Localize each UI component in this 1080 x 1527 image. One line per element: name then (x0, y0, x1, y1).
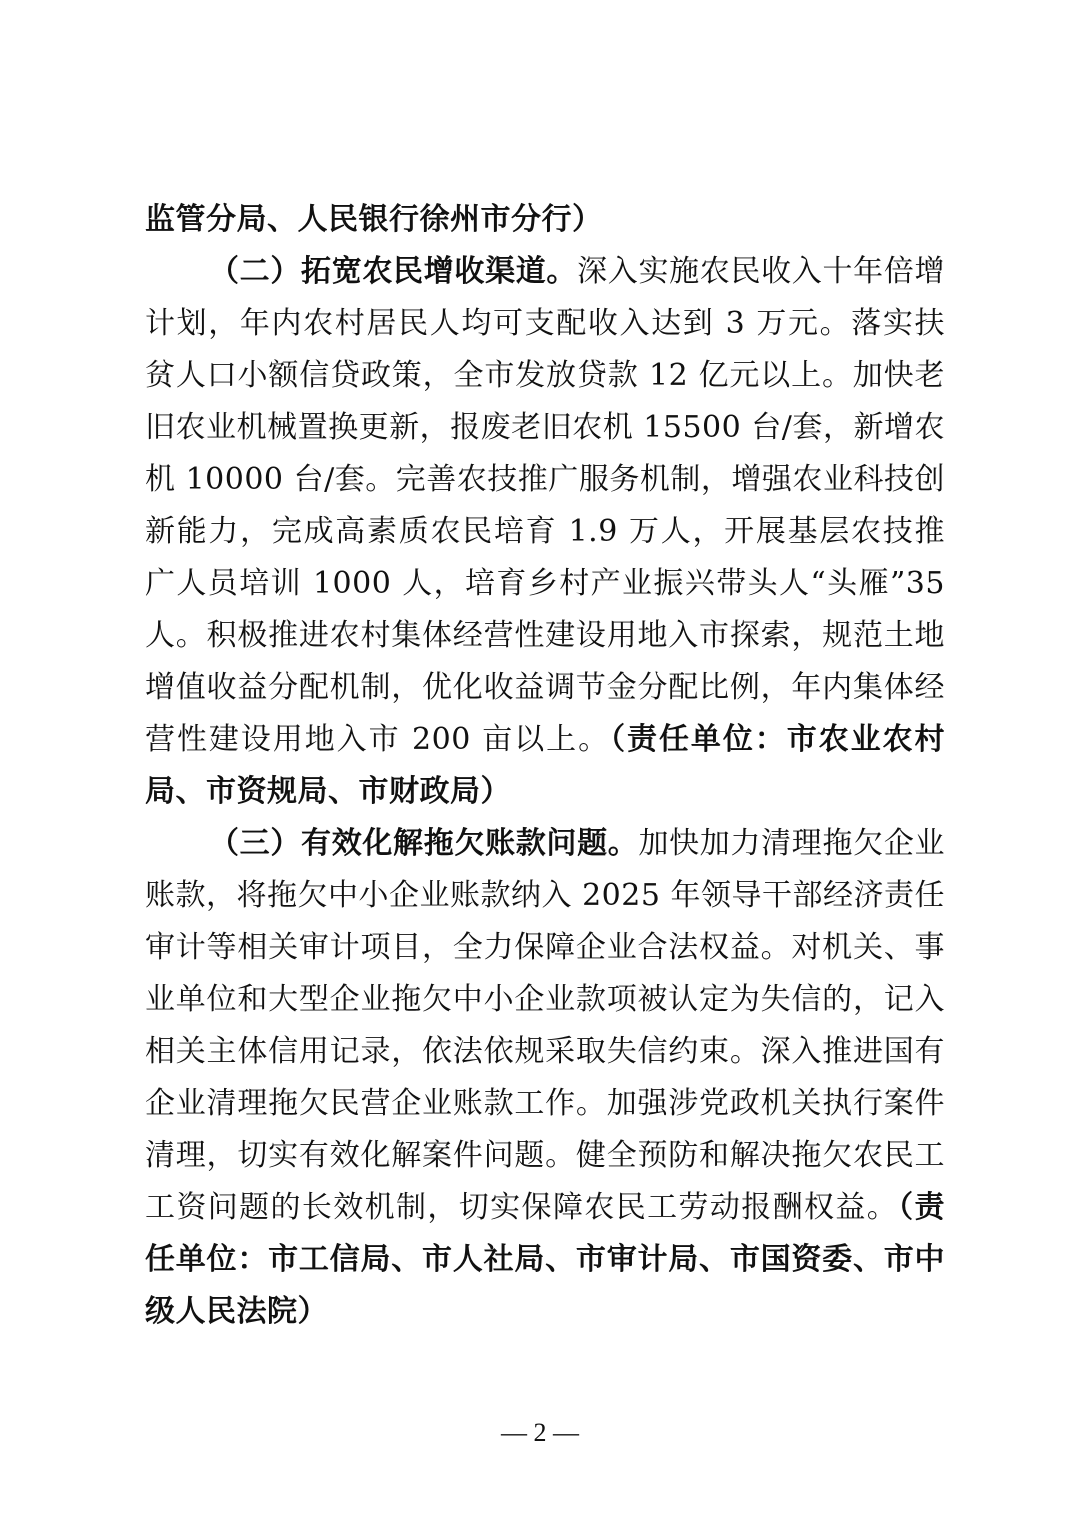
responsibility-units: （责任单位：市工信局、市人社局、市审计局、市国资委、市中级人民法院） (145, 1190, 946, 1329)
responsibility-units: （责任单位：市农业农村局、市资规局、市财政局） (145, 722, 946, 809)
responsibility-units-continued: 监管分局、人民银行徐州市分行） (145, 202, 603, 237)
document-body (145, 194, 945, 1338)
paragraph-section-2 (145, 246, 945, 818)
page-number: — 2 — (501, 1418, 579, 1447)
paragraph-section-3 (145, 818, 945, 1338)
section-heading: （二）拓宽农民增收渠道。 (209, 254, 578, 289)
paragraph-continuation (145, 194, 945, 246)
section-body: 深入实施农民收入十年倍增计划，年内农村居民人均可支配收入达到 3 万元。落实扶贫人口小额信贷政策，全市发放贷款 12 亿元以上。加快老旧农业机械置换更新，报废老旧农机 15500 台/套，新增农机 10000 台/套。完善农技推广服务机制，增强农业科技创新能力，完成高素质农民培育 1.9 万人，开展基层农技推广人员培训 1000 人，培育乡村产业振兴带头人“头雁”35 人。积极推进农村集体经营性建设用地入市探索，规范土地增值收益分配机制，优化收益调节金分配比例，年内集体经营性建设用地入市 200 亩以上。 (145, 254, 946, 757)
section-heading: （三）有效化解拖欠账款问题。 (209, 826, 639, 861)
section-body: 加快加力清理拖欠企业账款，将拖欠中小企业账款纳入 2025 年领导干部经济责任审计等相关审计项目，全力保障企业合法权益。对机关、事业单位和大型企业拖欠中小企业款项被认定为失信的，记入相关主体信用记录，依法依规采取失信约束。深入推进国有企业清理拖欠民营企业账款工作。加强涉党政机关执行案件清理，切实有效化解案件问题。健全预防和解决拖欠农民工工资问题的长效机制，切实保障农民工劳动报酬权益。 (145, 826, 946, 1225)
